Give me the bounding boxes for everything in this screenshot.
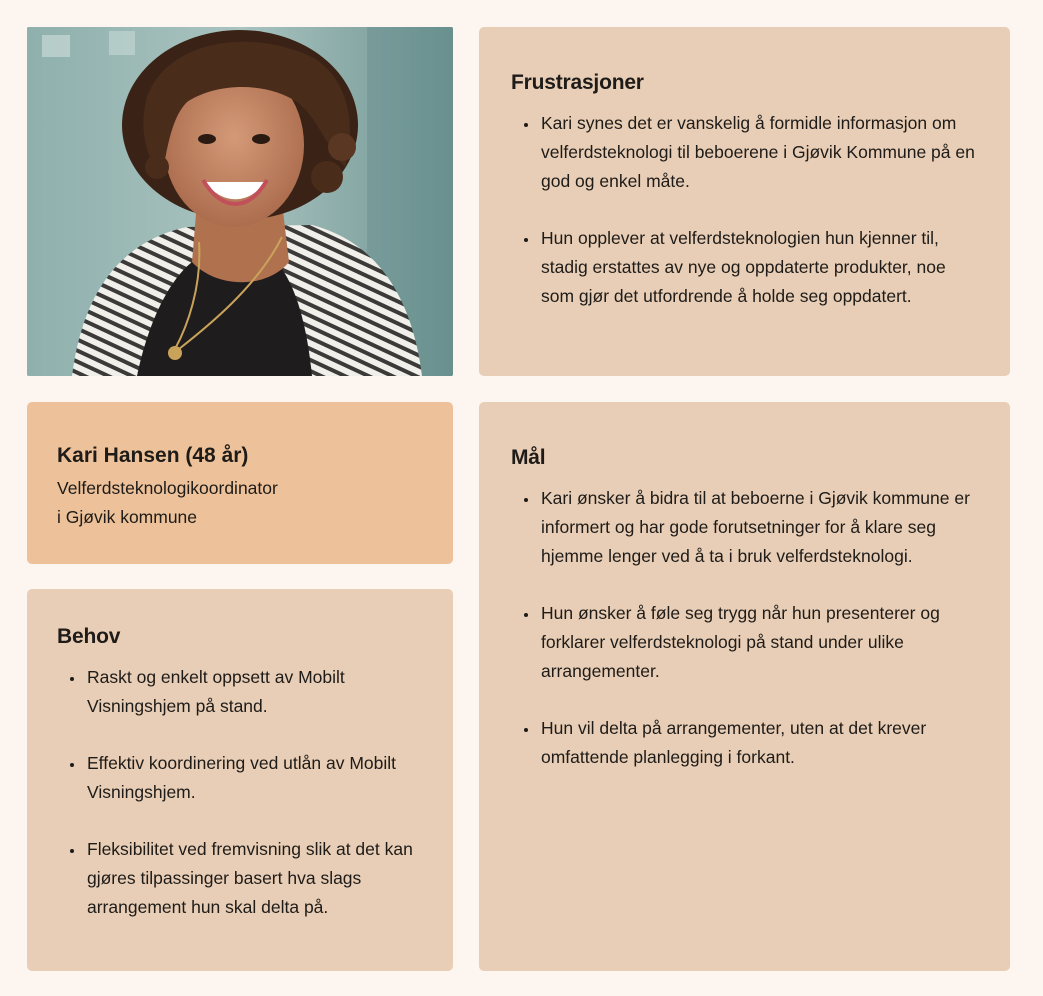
list-item: • Kari synes det er vanskelig å formidle informasjon om velferdsteknologi til beboerene i Gjøvik Kommune på en god og enkel måte. [539,109,978,196]
goals-title: Mål [511,446,546,469]
profile-card [27,402,453,564]
persona-role: Velferdsteknologikoordinator [57,478,278,498]
frustrations-title: Frustrasjoner [511,71,644,94]
needs-list [57,663,423,922]
list-item: • Effektiv koordinering ved utlån av Mobilt Visningshjem. [85,749,423,807]
goals-list [511,484,978,772]
list-item: • Hun vil delta på arrangementer, uten at det krever omfattende planlegging i forkant. [539,714,978,772]
list-item: • Fleksibilitet ved fremvisning slik at det kan gjøres tilpassinger basert hva slags arrangement hun skal delta på. [85,835,423,922]
needs-card [27,589,453,971]
portrait-image [27,27,453,376]
goals-card [479,402,1010,971]
persona-name: Kari Hansen (48 år) [57,444,249,467]
persona-photo [27,27,453,376]
frustrations-list [511,109,978,311]
list-item: • Kari ønsker å bidra til at beboerne i Gjøvik kommune er informert og har gode forutsetninger for å klare seg hjemme lenger ved å ta i bruk velferdsteknologi. [539,484,978,571]
needs-title: Behov [57,625,121,648]
list-item: • Hun ønsker å føle seg trygg når hun presenterer og forklarer velferdsteknologi på stand under ulike arrangementer. [539,599,978,686]
frustrations-card [479,27,1010,376]
persona-location: i Gjøvik kommune [57,507,198,527]
list-item: • Raskt og enkelt oppsett av Mobilt Visningshjem på stand. [85,663,423,721]
list-item: • Hun opplever at velferdsteknologien hun kjenner til, stadig erstattes av nye og oppdaterte produkter, noe som gjør det utfordrende å holde seg oppdatert. [539,224,978,311]
